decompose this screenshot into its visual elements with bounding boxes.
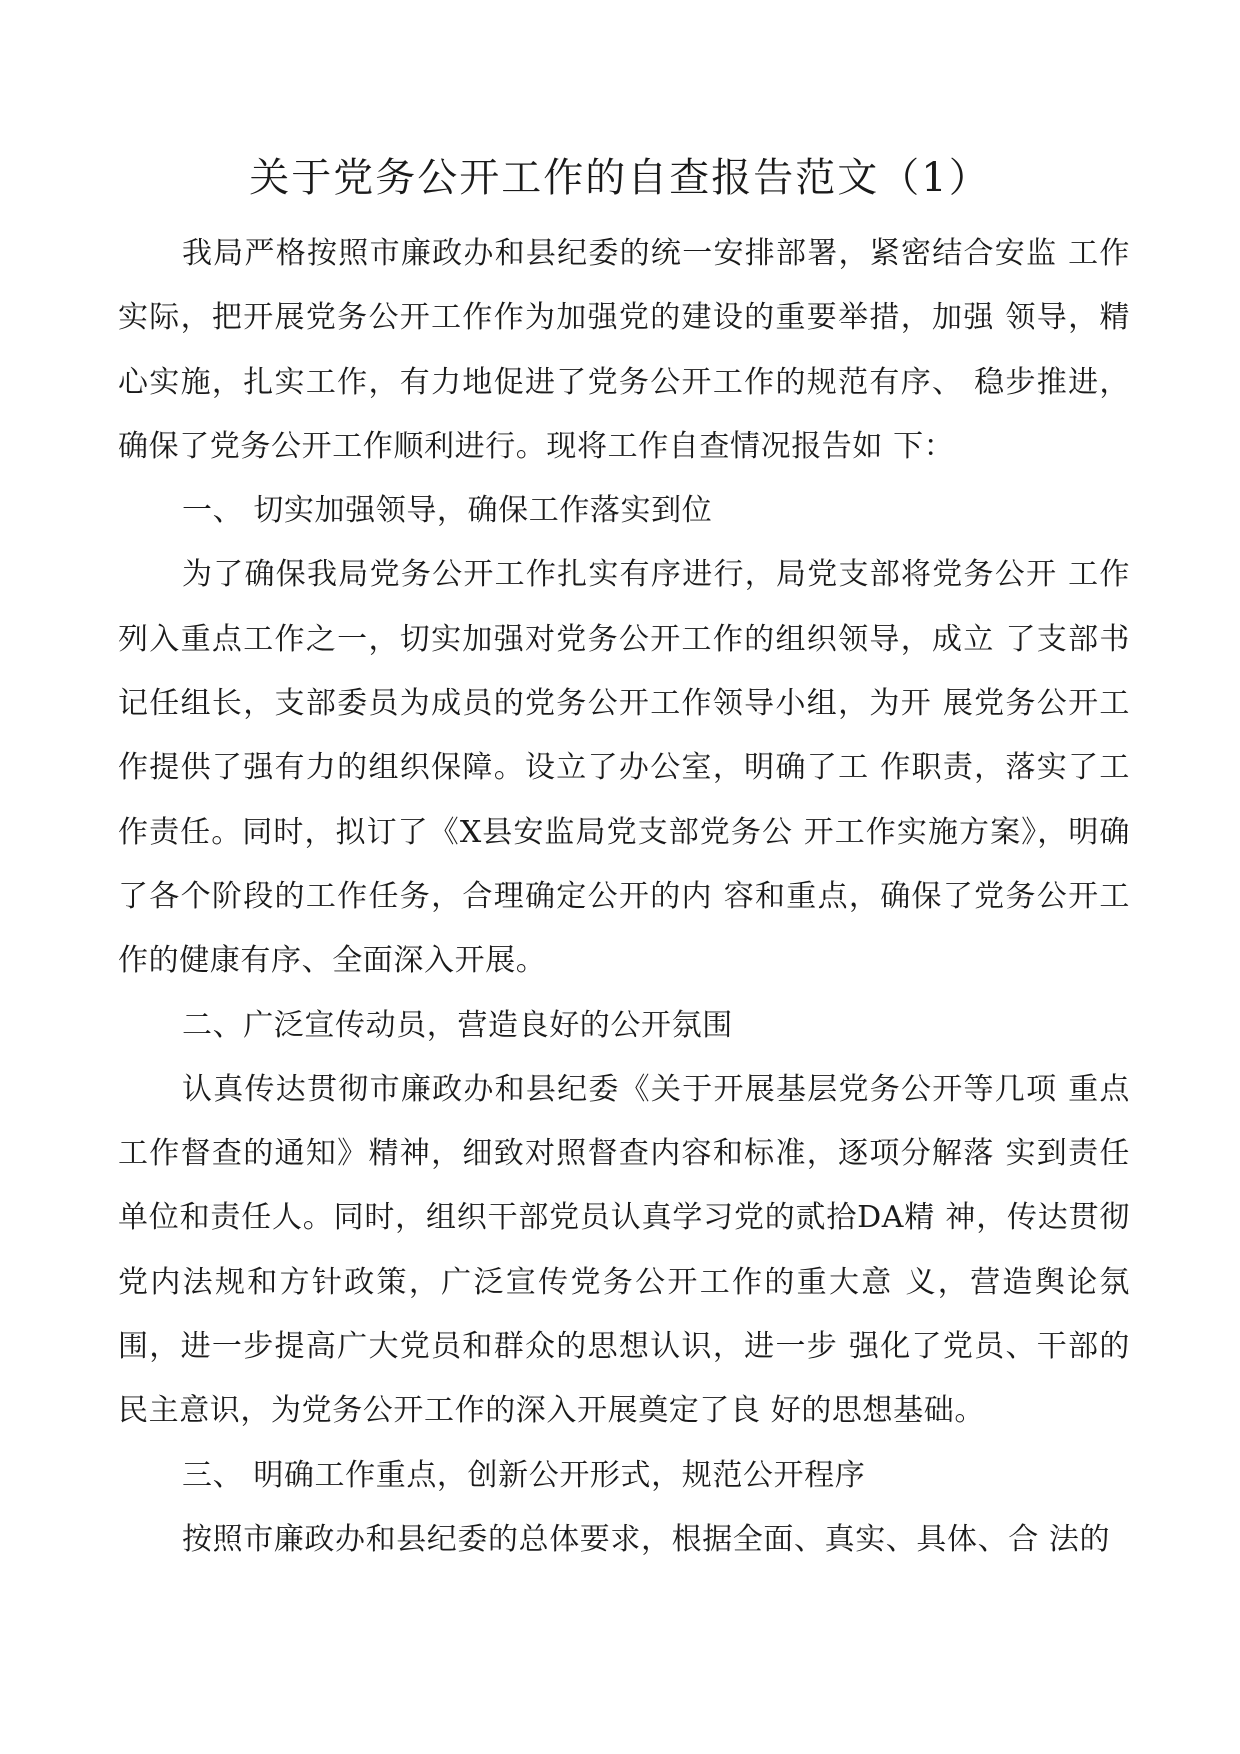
section-1-paragraph: 为了确保我局党务公开工作扎实有序进行，局党支部将党务公开 工作列入重点工作之一，切实加强对党务公开工作的组织领导，成立 了支部书记任组长，支部委员为成员的党务公开工作领导小组，为开 展党务公开工作提供了强有力的组织保障。设立了办公室，明确了工 作职责，落实了工作责任。同时，拟订了《X县安监局党支部党务公 开工作实施方案》，明确了各个阶段的工作任务，合理确定公开的内 容和重点，确保了党务公开工作的健康有序、全面深入开展。 [118,557,1130,979]
intro-paragraph: 我局严格按照市廉政办和县纪委的统一安排部署，紧密结合安监 工作实际，把开展党务公开工作作为加强党的建设的重要举措，加强 领导，精心实施，扎实工作，有力地促进了党务公开工作的规范有序、 稳步推进，确保了党务公开工作顺利进行。现将工作自查情况报告如 下： [118,236,1130,464]
document-title: 关于党务公开工作的自查报告范文（1） [249,155,991,201]
section-2-paragraph: 认真传达贯彻市廉政办和县纪委《关于开展基层党务公开等几项 重点工作督查的通知》精神，细致对照督查内容和标准，逐项分解落 实到责任单位和责任人。同时，组织干部党员认真学习党的贰拾DA精 神，传达贯彻党内法规和方针政策，广泛宣传党务公开工作的重大意 义，营造舆论氛围，进一步提高广大党员和群众的思想认识，进一步 强化了党员、干部的民主意识，为党务公开工作的深入开展奠定了良 好的思想基础。 [118,1071,1130,1429]
section-3-heading: 三、 明确工作重点，创新公开形式，规范公开程序 [182,1457,866,1493]
section-2-heading: 二、广泛宣传动员，营造良好的公开氛围 [182,1007,733,1043]
document-body [118,222,1130,1572]
section-1-heading: 一、 切实加强领导，确保工作落实到位 [182,493,713,529]
section-3-paragraph: 按照市廉政办和县纪委的总体要求，根据全面、真实、具体、合 法的 [182,1521,1111,1557]
